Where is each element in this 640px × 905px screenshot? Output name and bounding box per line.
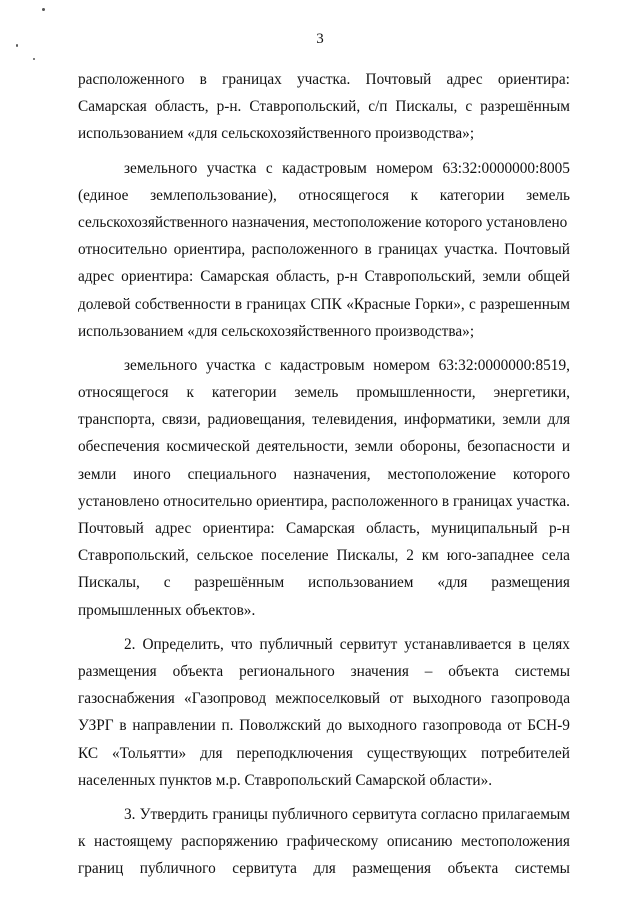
text-line (78, 379, 570, 406)
word: в (518, 635, 526, 653)
text-line (78, 236, 570, 263)
word: описанию (386, 833, 453, 851)
word: в (199, 71, 207, 88)
word: переподключения (236, 744, 353, 762)
word: Ставропольский, (364, 268, 476, 286)
document-body (78, 66, 570, 882)
text-line (78, 182, 570, 209)
word: для (200, 744, 223, 762)
text-line (78, 263, 570, 290)
word: в (441, 492, 450, 510)
word: графическому (286, 833, 379, 851)
word: местоположения (461, 833, 570, 851)
word: категории (439, 186, 505, 204)
text-line (78, 433, 570, 460)
word: номером (373, 356, 430, 374)
word: р-н. (216, 98, 242, 116)
text-line (78, 712, 570, 739)
word: границах (222, 71, 282, 88)
paragraph-gap (78, 148, 570, 155)
word: адрес (155, 520, 192, 537)
word: Самарская (200, 268, 270, 286)
text-line (78, 740, 570, 767)
text-line (78, 66, 570, 93)
word: участка (206, 356, 256, 374)
word: муниципальный (431, 520, 538, 537)
word: кадастровым (282, 159, 367, 177)
text-line (78, 488, 570, 515)
word: промышленности, (356, 384, 476, 402)
text-line (78, 685, 570, 712)
word: «для (437, 574, 468, 592)
word: объекта (448, 662, 499, 680)
word: Почтовый (365, 71, 432, 88)
word: ориентира: (202, 520, 275, 537)
word: участка. (516, 492, 570, 510)
word: 63:32:0000000:8519, (438, 356, 570, 374)
word: км (421, 547, 439, 565)
word: обеспечения (78, 438, 160, 456)
word: в (119, 717, 127, 735)
text-line: промышленных объектов». (78, 601, 256, 619)
word: сервитут (339, 635, 398, 653)
text-line (78, 515, 570, 542)
word: что (230, 635, 253, 653)
word: границах (246, 295, 307, 313)
word: участка (206, 159, 257, 177)
word: согласно (420, 805, 478, 823)
word: размещения (352, 860, 432, 878)
word: связи, (161, 411, 201, 429)
text-line (78, 828, 570, 855)
word: с (469, 295, 476, 313)
word: объекта (172, 662, 224, 680)
word: газопровода (422, 717, 502, 735)
word: Утвердить (139, 805, 209, 823)
word: расположенного (78, 71, 185, 88)
word: область, (154, 98, 209, 116)
word: потребителей (480, 744, 570, 762)
word: юго-западнее (446, 547, 534, 565)
word: границы (212, 805, 268, 823)
word: СПК (310, 295, 342, 313)
text-line (78, 155, 570, 182)
word: разрешенным (480, 295, 570, 313)
word: 2 (406, 547, 414, 565)
word: «Тольятти» (112, 744, 187, 762)
word: объекта (447, 860, 499, 878)
word: ориентира: (121, 268, 194, 286)
text-line (78, 542, 570, 569)
word: относящегося (78, 384, 169, 402)
word: радиовещания, (207, 411, 306, 429)
word: ориентира: (497, 71, 570, 88)
word: распоряжению (181, 833, 278, 851)
word: область, (366, 520, 420, 537)
word: с (163, 574, 171, 592)
word: область, (276, 268, 330, 286)
word: сельское (196, 547, 254, 565)
text-line (78, 93, 570, 120)
word: земли (78, 465, 117, 483)
word: земельного (124, 159, 198, 177)
word: Самарская (78, 98, 147, 116)
text-line: сельскохозяйственного назначения, местоположение которого установлено (78, 213, 568, 231)
word: разрешённым (480, 98, 570, 116)
word: Пискалы, (336, 547, 399, 565)
word: разрешённым (194, 574, 285, 592)
word: Почтовый (504, 241, 570, 259)
paragraph-gap (78, 345, 570, 352)
word: безопасности (467, 438, 556, 456)
text-line (78, 291, 570, 318)
word: – (424, 662, 433, 680)
word: УЗРГ (78, 717, 114, 735)
word: земельного (124, 356, 198, 374)
text-line: использованием «для сельскохозяйственного производства»; (78, 322, 475, 340)
word: телевидения, (312, 411, 398, 429)
word: которого (512, 465, 570, 483)
text-line (78, 855, 570, 882)
word: границах (453, 492, 513, 510)
word: адрес (446, 71, 483, 88)
word: 63:32:0000000:8005 (442, 159, 570, 177)
word: в (234, 295, 243, 313)
word: выходного (347, 717, 417, 735)
word: направлении (132, 717, 216, 735)
word: и (561, 438, 570, 456)
word: КС (78, 744, 99, 762)
word: газопровода (490, 690, 570, 708)
word: Пискалы, (78, 574, 140, 592)
word: размещения (78, 662, 157, 680)
word: расположенного (331, 492, 439, 510)
word: системы (514, 860, 570, 878)
word: от (507, 717, 522, 735)
word: деятельности, (256, 438, 349, 456)
word: Определить, (142, 635, 224, 653)
word: в (364, 241, 372, 259)
word: существующих (366, 744, 467, 762)
text-line (78, 406, 570, 433)
word: газоснабжения (78, 690, 175, 708)
word: настоящему (94, 833, 173, 851)
word: от (389, 690, 404, 708)
word: публичный (259, 635, 333, 653)
text-line (78, 352, 570, 379)
word: участка. (296, 71, 351, 88)
word: «Газопровод (184, 690, 267, 708)
word: адрес (78, 268, 115, 286)
word: использованием (308, 574, 414, 592)
text-line: населенных пунктов м.р. Ставропольский Самарской области». (78, 771, 493, 789)
word: Почтовый (78, 520, 144, 537)
word: установлено (78, 492, 160, 510)
word: прилагаемым (482, 805, 570, 823)
word: для (313, 860, 336, 878)
word: регионального (239, 662, 335, 680)
word: собственности (134, 295, 231, 313)
word: земли (482, 268, 521, 286)
word: Самарская (286, 520, 355, 537)
word: относительно (163, 492, 253, 510)
word: участка. (444, 241, 498, 259)
word: устанавливается (404, 635, 512, 653)
word: сервитута (352, 805, 417, 823)
word: землепользование), (150, 186, 277, 204)
word: Ставропольский, (78, 547, 189, 565)
word: межпоселковый (275, 690, 381, 708)
word: транспорта, (78, 411, 156, 429)
word: границ (78, 860, 124, 878)
word: до (326, 717, 343, 735)
word: размещения (491, 574, 570, 592)
word: п. (221, 717, 234, 735)
scan-speck (33, 58, 35, 60)
word: сервитута (232, 860, 297, 878)
text-line: использованием «для сельскохозяйственного производства»; (78, 125, 475, 143)
word: земель (294, 384, 339, 402)
word: для (547, 411, 570, 429)
word: поселение (261, 547, 329, 565)
word: относительно (78, 241, 168, 259)
word: публичного (272, 805, 348, 823)
word: местоположение (387, 465, 497, 483)
word: выходного (412, 690, 482, 708)
word: системы (514, 662, 570, 680)
word: р-н (336, 268, 358, 286)
word: к (186, 384, 194, 402)
word: земли (502, 411, 541, 429)
word: (единое (78, 186, 129, 204)
word: Горки», (414, 295, 465, 313)
word: границах (378, 241, 438, 259)
page-number: 3 (316, 31, 324, 47)
word: земли (354, 438, 394, 456)
word: информатики, (404, 411, 496, 429)
word: категории (211, 384, 277, 402)
paragraph-gap (78, 624, 570, 631)
word: специального (187, 465, 277, 483)
word: Поволжский (239, 717, 322, 735)
paragraph-gap (78, 794, 570, 801)
word: ориентира, (256, 492, 328, 510)
word: иного (133, 465, 171, 483)
word: Ставропольский, (249, 98, 361, 116)
word: назначения, (293, 465, 371, 483)
word: значения (350, 662, 409, 680)
word: к (78, 833, 86, 851)
word: энергетики, (493, 384, 570, 402)
text-line (78, 569, 570, 596)
word: с (264, 356, 272, 374)
word: «Красные (346, 295, 411, 313)
word: общей (527, 268, 570, 286)
word: обороны, (399, 438, 461, 456)
word: с (465, 98, 473, 116)
word: ориентира, (173, 241, 246, 259)
text-line (78, 658, 570, 685)
word: с (265, 159, 273, 177)
text-line (78, 461, 570, 488)
word: Пискалы, (395, 98, 458, 116)
word: долевой (78, 295, 131, 313)
word: номером (376, 159, 433, 177)
word: БСН-9 (527, 717, 570, 735)
word: села (541, 547, 570, 565)
word: космической (166, 438, 250, 456)
word: 2. (124, 635, 136, 653)
word: относящегося (298, 186, 389, 204)
word: к (410, 186, 419, 204)
word: целях (532, 635, 570, 653)
word: 3. (124, 805, 136, 823)
word: с/п (368, 98, 388, 116)
word: р-н (549, 520, 570, 537)
word: земель (526, 186, 570, 204)
text-line (78, 801, 570, 828)
scan-speck (42, 8, 45, 11)
word: расположенного (251, 241, 359, 259)
word: кадастровым (279, 356, 365, 374)
word: публичного (139, 860, 216, 878)
text-line (78, 631, 570, 658)
